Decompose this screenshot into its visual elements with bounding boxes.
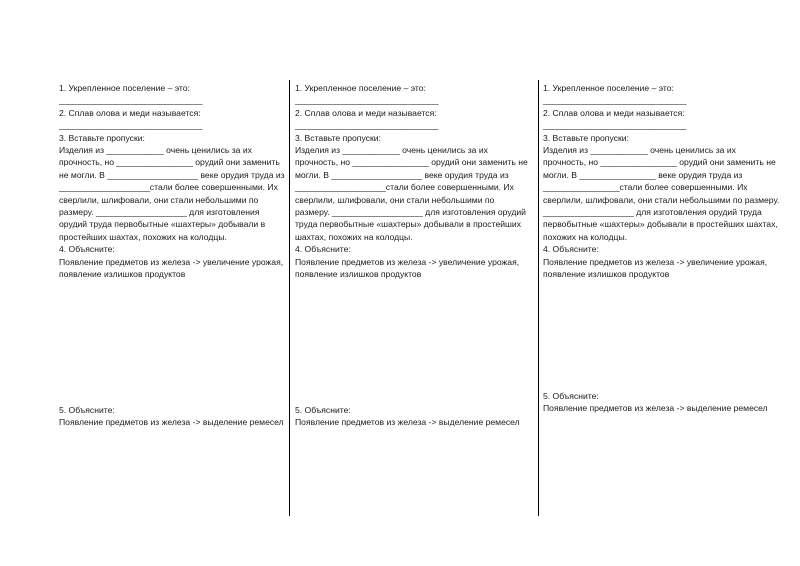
question-3-text: Изделия из ____________ очень ценились за их прочность, но ________________ орудий они заменить не могли. В ___________________ веке орудия труда из ___________________стали более совершенными. Их сверлили, шлифовали, они стали небольшими по размеру. ___________________ для изготовления орудий труда первобытные «шахтеры» добывали в простейших шахтах, похожих на колодцы. [295,145,528,242]
question-5-text: Появление предметов из железа -> выделение ремесел [295,417,520,428]
worksheet-column-2 [295,82,530,281]
question-4-title: 4. Объясните: [59,244,115,255]
worksheet-column-1 [59,82,287,281]
question-2: 2. Сплав олова и меди называется: [295,107,437,118]
question-4-text: Появление предметов из железа -> увеличение урожая, появление излишков продуктов [543,256,768,280]
question-4-text: Появление предметов из железа -> увеличение урожая, появление излишков продуктов [295,256,520,280]
column-divider [538,80,539,516]
question-5-block-1 [59,404,287,429]
question-5-block-3 [543,390,781,415]
question-3-title: 3. Вставьте пропуски: [295,132,381,143]
question-5-title: 5. Объясните: [543,391,599,401]
question-1: 1. Укрепленное поселение – это: [543,83,674,93]
answer-blank-2: ______________________________ [59,120,203,131]
question-3-title: 3. Вставьте пропуски: [59,132,145,143]
question-3-title: 3. Вставьте пропуски: [543,132,629,143]
answer-blank-1: ______________________________ [295,95,439,106]
answer-blank-1: ______________________________ [543,95,687,106]
question-4-text: Появление предметов из железа -> увеличение урожая, появление излишков продуктов [59,256,284,280]
question-5-block-2 [295,404,530,429]
worksheet-column-3 [543,82,781,281]
question-4-title: 4. Объясните: [295,244,351,255]
answer-blank-2: ______________________________ [543,120,687,131]
question-5-title: 5. Объясните: [295,405,351,415]
column-divider [289,80,290,516]
question-1: 1. Укрепленное поселение – это: [295,83,426,93]
question-5-title: 5. Объясните: [59,405,115,415]
question-2: 2. Сплав олова и меди называется: [59,107,201,118]
question-4-title: 4. Объясните: [543,244,599,255]
question-5-text: Появление предметов из железа -> выделение ремесел [59,417,284,428]
question-1: 1. Укрепленное поселение – это: [59,83,190,93]
question-3-text: Изделия из ____________ очень ценились за их прочность, но ________________ орудий они заменить не могли. В ________________ веке орудия труда из ________________стали более совершенными. Их сверлили, шлифовали, они стали небольшими по размеру. ___________________ для изготовления орудий труда первобытные «шахтеры» добывали в простейших шахтах, похожих на колодцы. [543,145,780,242]
question-3-text: Изделия из ____________ очень ценились за их прочность, но ________________ орудий они заменить не могли. В ___________________ веке орудия труда из ___________________стали более совершенными. Их сверлили, шлифовали, они стали небольшими по размеру. ___________________ для изготовления орудий труда первобытные «шахтеры» добывали в простейших шахтах, похожих на колодцы. [59,145,285,242]
answer-blank-2: ______________________________ [295,120,439,131]
question-2: 2. Сплав олова и меди называется: [543,107,685,118]
question-5-text: Появление предметов из железа -> выделение ремесел [543,403,768,414]
answer-blank-1: ______________________________ [59,95,203,106]
